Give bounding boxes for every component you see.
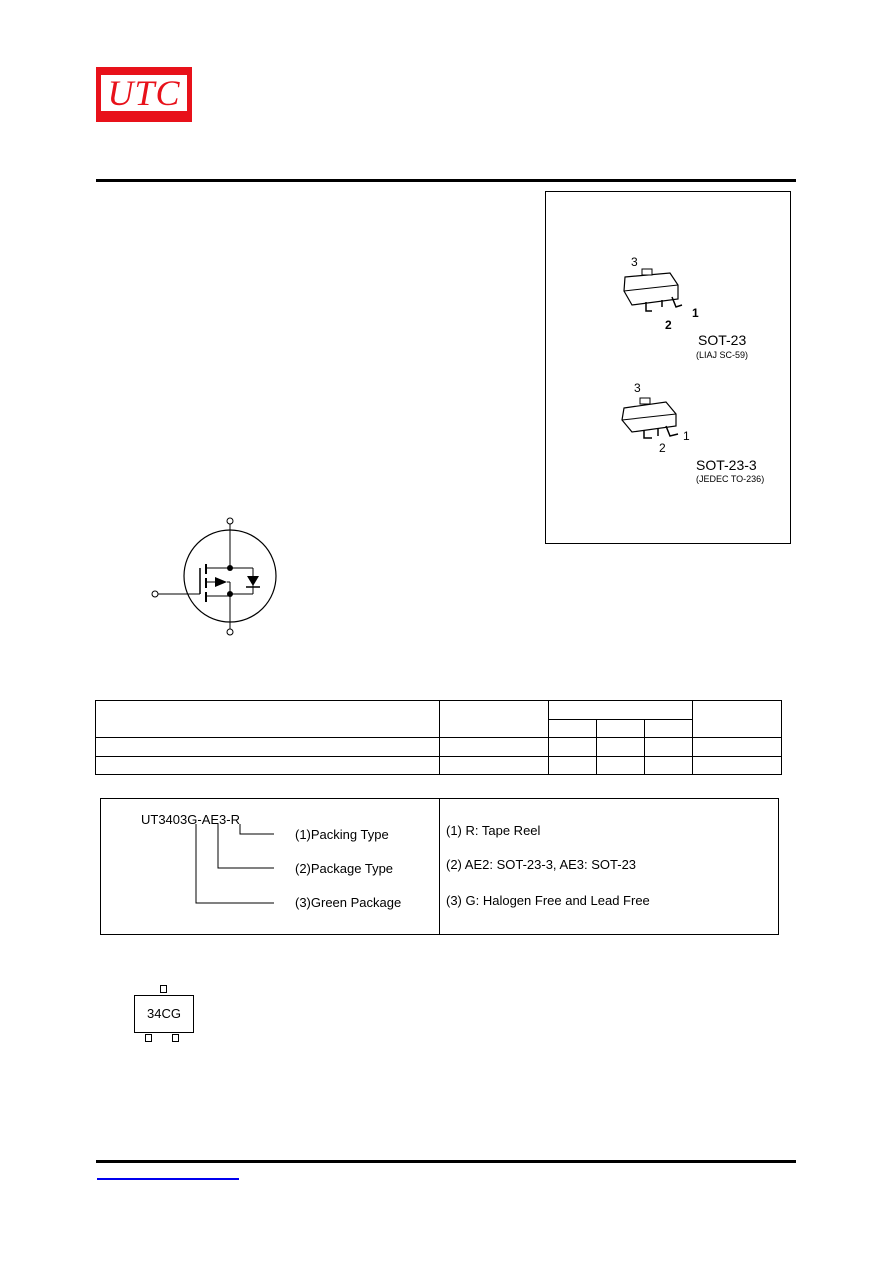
- sot23-standard: (LIAJ SC-59): [696, 350, 749, 360]
- part-number: UT3403G-AE3-R: [141, 812, 240, 827]
- sot23-3-pin3-label: 3: [634, 381, 641, 395]
- sot23-3-pin1-label: 1: [683, 429, 690, 443]
- table-header-cell: [549, 701, 693, 720]
- decoder-desc-packing: (1) R: Tape Reel: [446, 823, 541, 838]
- decoder-label-green: (3)Green Package: [295, 895, 402, 910]
- table-header-cell: [440, 701, 549, 738]
- decoder-label-packing: (1)Packing Type: [295, 827, 389, 842]
- sot23-name: SOT-23: [698, 332, 747, 348]
- sot23-3-standard: (JEDEC TO-236): [696, 474, 765, 484]
- footer-rule: [96, 1160, 796, 1163]
- table-subheader-cell: [597, 720, 645, 738]
- sot23-package-icon: [600, 255, 710, 335]
- sot23-pin2-label: 2: [665, 318, 672, 332]
- table-row: [96, 757, 782, 775]
- sot23-3-package-icon: [600, 380, 710, 460]
- logo-text: UTC: [107, 73, 181, 113]
- table-row: [96, 738, 782, 757]
- table-header-cell: [96, 701, 440, 738]
- decoder-desc-green: (3) G: Halogen Free and Lead Free: [446, 893, 650, 908]
- header-rule: [96, 179, 796, 182]
- sot23-pin1-label: 1: [692, 306, 699, 320]
- ordering-information-table: [95, 700, 782, 775]
- table-header-cell: [693, 701, 782, 738]
- decoder-divider: [439, 798, 440, 935]
- logo-frame: [100, 74, 188, 112]
- decoder-label-package: (2)Package Type: [295, 861, 394, 876]
- p-channel-mosfet-symbol-icon: [145, 510, 290, 640]
- table-subheader-cell: [645, 720, 693, 738]
- decoder-leader-lines: [190, 820, 280, 910]
- sot23-3-name: SOT-23-3: [696, 457, 757, 473]
- footer-link-underline[interactable]: [97, 1178, 239, 1180]
- marking-code: 34CG: [147, 1006, 181, 1021]
- marking-lead-left: [145, 1034, 152, 1042]
- utc-logo: [96, 67, 192, 122]
- decoder-desc-package: (2) AE2: SOT-23-3, AE3: SOT-23: [446, 857, 637, 872]
- package-box: [545, 191, 791, 544]
- marking-lead-right: [172, 1034, 179, 1042]
- sot23-3-pin2-label: 2: [659, 441, 666, 455]
- marking-lead-top: [160, 985, 167, 993]
- sot23-pin3-label: 3: [631, 255, 638, 269]
- table-subheader-cell: [549, 720, 597, 738]
